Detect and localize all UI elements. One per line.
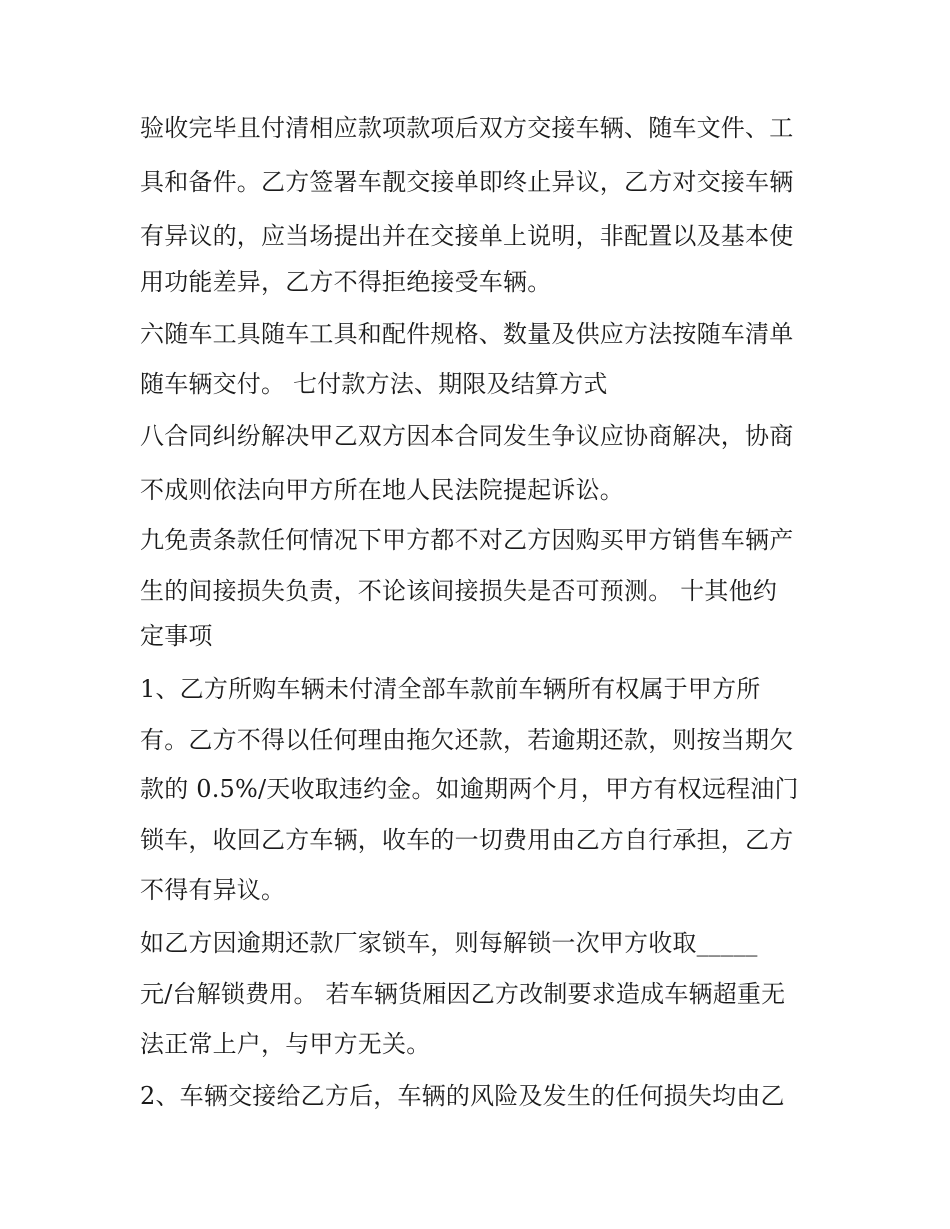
text-line-17: 如乙方因逾期还款厂家锁车，则每解锁一次甲方收取_____ (140, 929, 758, 957)
text-line-10: 生的间接损失负责，不论该间接损失是否可预测。 十其他约 (140, 577, 778, 605)
text-line-9: 九免责条款任何情况下甲方都不对乙方因购买甲方销售车辆产 (140, 526, 794, 554)
text-line-6: 随车辆交付。 七付款方法、期限及结算方式 (140, 370, 608, 398)
text-line-3: 有异议的，应当场提出并在交接单上说明，非配置以及基本使 (140, 222, 794, 250)
text-line-20: 2、车辆交接给乙方后，车辆的风险及发生的任何损失均由乙 (140, 1082, 785, 1110)
text-line-8: 不成则依法向甲方所在地人民法院提起诉讼。 (140, 476, 624, 504)
text-line-4: 用功能差异，乙方不得拒绝接受车辆。 (140, 268, 552, 296)
text-line-7: 八合同纠纷解决甲乙双方因本合同发生争议应协商解决，协商 (140, 422, 794, 450)
text-line-12: 1、乙方所购车辆未付清全部车款前车辆所有权属于甲方所 (140, 675, 761, 703)
text-line-11: 定事项 (140, 622, 213, 650)
text-line-5: 六随车工具随车工具和配件规格、数量及供应方法按随车清单 (140, 320, 794, 348)
text-line-2: 具和备件。乙方签署车靓交接单即终止异议，乙方对交接车辆 (140, 168, 794, 196)
text-line-15: 锁车，收回乙方车辆，收车的一切费用由乙方自行承担，乙方 (140, 826, 794, 854)
text-line-19: 法正常上户，与甲方无关。 (140, 1030, 431, 1058)
text-line-16: 不得有异议。 (140, 876, 286, 904)
text-line-14: 款的 0.5%/天收取违约金。如逾期两个月，甲方有权远程油门 (140, 775, 799, 803)
text-line-18: 元/台解锁费用。 若车辆货厢因乙方改制要求造成车辆超重无 (140, 980, 786, 1008)
text-line-1: 验收完毕且付清相应款项款项后双方交接车辆、随车文件、工 (140, 114, 794, 142)
text-line-13: 有。乙方不得以任何理由拖欠还款，若逾期还款，则按当期欠 (140, 726, 794, 754)
